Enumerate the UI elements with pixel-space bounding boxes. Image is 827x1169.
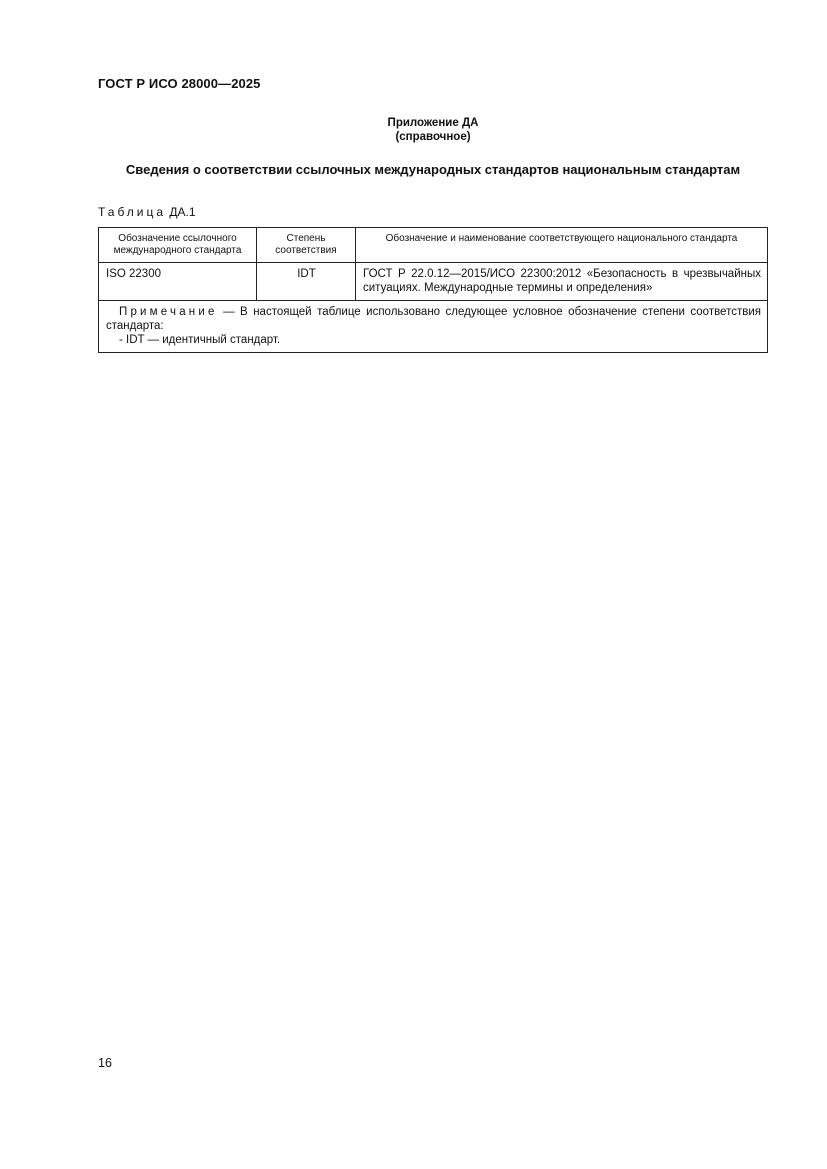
table-row (99, 263, 768, 301)
standard-designation: ГОСТ Р ИСО 28000—2025 (98, 76, 261, 91)
cell-national-standard: ГОСТ Р 22.0.12—2015/ИСО 22300:2012 «Безопасность в чрезвычайных ситуациях. Международные термины и определения» (356, 263, 768, 301)
cell-degree: IDT (257, 263, 356, 301)
table-caption (98, 205, 196, 219)
table-note-row (99, 301, 768, 353)
note-text: — В настоящей таблице использовано следующее условное обозначение степени соответствия стандарта: (106, 306, 761, 332)
header-degree-of-correspondence: Степень соответствия (257, 228, 356, 263)
page-number: 16 (98, 1056, 112, 1070)
note-text-block (106, 305, 761, 333)
table-header-row (99, 228, 768, 263)
correspondence-table (98, 227, 768, 353)
annex-title-block (98, 116, 768, 144)
table-caption-label: Таблица (98, 205, 167, 219)
note-item: - IDT — идентичный стандарт. (119, 334, 281, 346)
note-label: Примечание (119, 306, 218, 318)
annex-title: Приложение ДА (387, 117, 479, 129)
table-caption-number: ДА.1 (169, 205, 196, 219)
annex-heading: Сведения о соответствии ссылочных международных стандартов национальным стандартам (125, 162, 741, 177)
header-international-standard: Обозначение ссылочного международного стандарта (99, 228, 257, 263)
table-note (99, 301, 768, 353)
annex-subtitle: (справочное) (395, 131, 471, 143)
header-national-standard: Обозначение и наименование соответствующего национального стандарта (356, 228, 768, 263)
cell-international-standard: ISO 22300 (99, 263, 257, 301)
